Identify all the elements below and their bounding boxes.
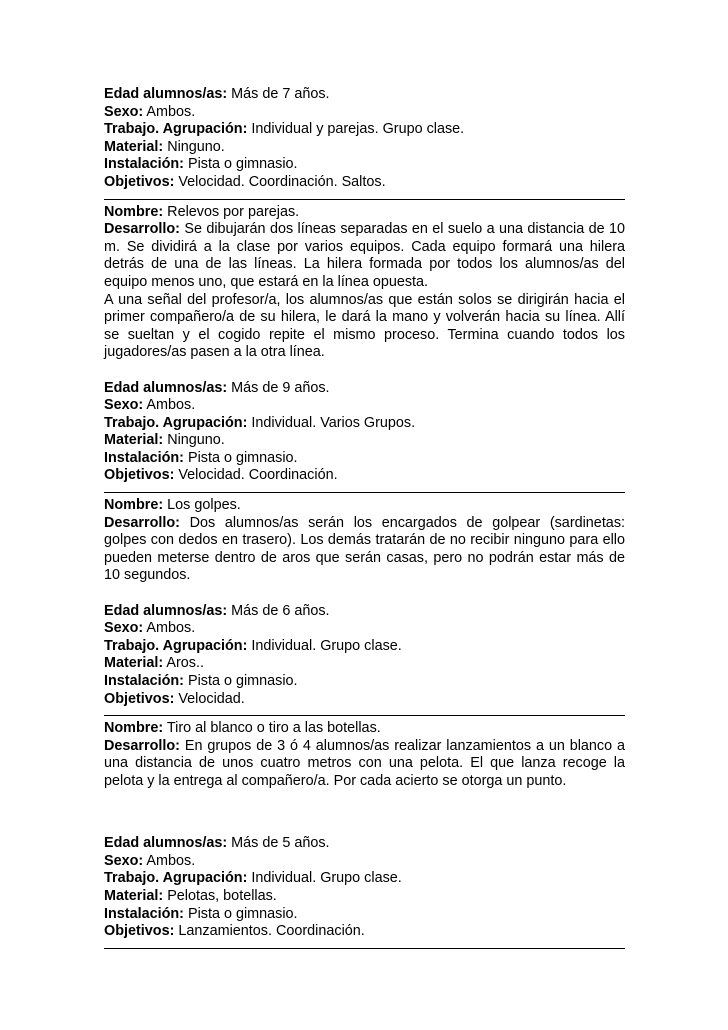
game-description-continued: A una señal del profesor/a, los alumnos/as que están solos se dirigirán hacia el primer compañero/a de su hilera, le dará la mano y volverán hacia su línea. Allí se sueltan y el cogido repite el mismo proceso. Termina cuando todos los jugadores/as pasen a la otra línea. [104,291,625,361]
grouping-label: Trabajo. Agrupación: [104,414,248,431]
age-label: Edad alumnos/as: [104,602,228,619]
material-value: Ninguno. [167,432,225,449]
spacer [104,808,625,835]
activity-info-block-3 [104,603,625,709]
material-line [104,888,625,906]
game-name-value: Relevos por parejas. [167,203,300,220]
objectives-label: Objetivos: [104,173,175,190]
age-value: Más de 7 años. [231,86,330,102]
age-value: Más de 5 años. [231,835,330,852]
facility-label: Instalación: [104,905,184,922]
age-line [104,835,625,853]
sex-label: Sexo: [104,397,144,414]
section-divider [104,715,625,716]
grouping-line [104,121,625,139]
spacer [104,362,625,380]
material-label: Material: [104,655,164,672]
sex-line [104,620,625,638]
game-description [104,515,625,585]
section-divider [104,492,625,493]
age-value: Más de 6 años. [231,602,330,619]
grouping-line [104,870,625,888]
facility-value: Pista o gimnasio. [187,449,298,466]
section-divider [104,948,625,949]
grouping-value: Individual. Grupo clase. [251,637,402,654]
objectives-value: Velocidad. Coordinación. [178,467,338,484]
material-line [104,655,625,673]
sex-label: Sexo: [104,852,144,869]
objectives-label: Objetivos: [104,923,175,940]
facility-line [104,906,625,924]
material-line [104,139,625,157]
spacer [104,791,625,809]
age-line [104,86,625,104]
game-name-label: Nombre: [104,497,164,514]
facility-value: Pista o gimnasio. [187,905,298,922]
game-block-2 [104,497,625,585]
age-line [104,603,625,621]
game-name-label: Nombre: [104,720,164,737]
material-value: Aros.. [166,655,204,672]
activity-info-block-1 [104,86,625,192]
objectives-value: Velocidad. [178,690,245,707]
facility-line [104,450,625,468]
activity-info-block-2 [104,380,625,486]
objectives-label: Objetivos: [104,467,175,484]
grouping-line [104,638,625,656]
material-line [104,432,625,450]
game-name-value: Los golpes. [167,497,241,514]
facility-value: Pista o gimnasio. [187,156,298,173]
age-label: Edad alumnos/as: [104,835,228,852]
game-name-line [104,204,625,222]
sex-label: Sexo: [104,103,144,120]
game-description [104,738,625,791]
description-label: Desarrollo: [104,514,180,531]
activity-info-block-4 [104,835,625,941]
grouping-value: Individual. Grupo clase. [251,870,402,887]
objectives-value: Lanzamientos. Coordinación. [178,923,365,940]
material-label: Material: [104,887,164,904]
grouping-label: Trabajo. Agrupación: [104,870,248,887]
description-text: En grupos de 3 ó 4 alumnos/as realizar lanzamientos a un blanco a una distancia de unos cuatro metros con una pelota. El que lanza recoge la pelota y la entrega al compañero/a. Por cada acierto se otorga un punto. [104,737,626,789]
age-label: Edad alumnos/as: [104,86,228,102]
objectives-line [104,691,625,709]
section-divider [104,199,625,200]
objectives-line [104,923,625,941]
facility-label: Instalación: [104,449,184,466]
game-name-label: Nombre: [104,203,164,220]
facility-line [104,673,625,691]
game-name-value: Tiro al blanco o tiro a las botellas. [166,720,381,737]
facility-line [104,156,625,174]
objectives-label: Objetivos: [104,690,175,707]
game-block-3 [104,720,625,790]
spacer [104,585,625,603]
description-label: Desarrollo: [104,737,180,754]
material-value: Ninguno. [167,138,225,155]
age-label: Edad alumnos/as: [104,379,228,396]
sex-value: Ambos. [146,852,196,869]
game-name-line [104,720,625,738]
material-label: Material: [104,138,164,155]
objectives-line [104,467,625,485]
facility-label: Instalación: [104,673,184,689]
game-description [104,221,625,291]
sex-value: Ambos. [146,397,196,414]
grouping-label: Trabajo. Agrupación: [104,121,248,138]
age-line [104,380,625,398]
description-text: Se dibujarán dos líneas separadas en el suelo a una distancia de 10 m. Se dividirá a la clase por varios equipos. Cada equipo formará una hilera detrás de una de las líneas. La hilera formada por todos los alumnos/as del equipo menos uno, que estará en la línea opuesta. [104,221,626,290]
grouping-line [104,415,625,433]
age-value: Más de 9 años. [231,379,330,396]
grouping-value: Individual y parejas. Grupo clase. [251,121,465,138]
sex-value: Ambos. [146,620,196,637]
objectives-line [104,174,625,192]
objectives-value: Velocidad. Coordinación. Saltos. [178,173,386,190]
sex-line [104,397,625,415]
game-block-1 [104,204,625,362]
facility-label: Instalación: [104,156,184,173]
game-name-line [104,497,625,515]
sex-line [104,853,625,871]
sex-value: Ambos. [146,103,196,120]
material-value: Pelotas, botellas. [167,887,277,904]
sex-label: Sexo: [104,620,144,637]
description-text: Dos alumnos/as serán los encargados de golpear (sardinetas: golpes con dedos en trasero). Los demás tratarán de no recibir ninguno para ello pueden meterse dentro de aros que serán casas, pero no podrán estar más de 10 segundos. [104,514,626,584]
sex-line [104,104,625,122]
grouping-value: Individual. Varios Grupos. [251,414,416,431]
grouping-label: Trabajo. Agrupación: [104,637,248,654]
material-label: Material: [104,432,164,449]
facility-value: Pista o gimnasio. [187,673,298,689]
description-label: Desarrollo: [104,221,180,238]
